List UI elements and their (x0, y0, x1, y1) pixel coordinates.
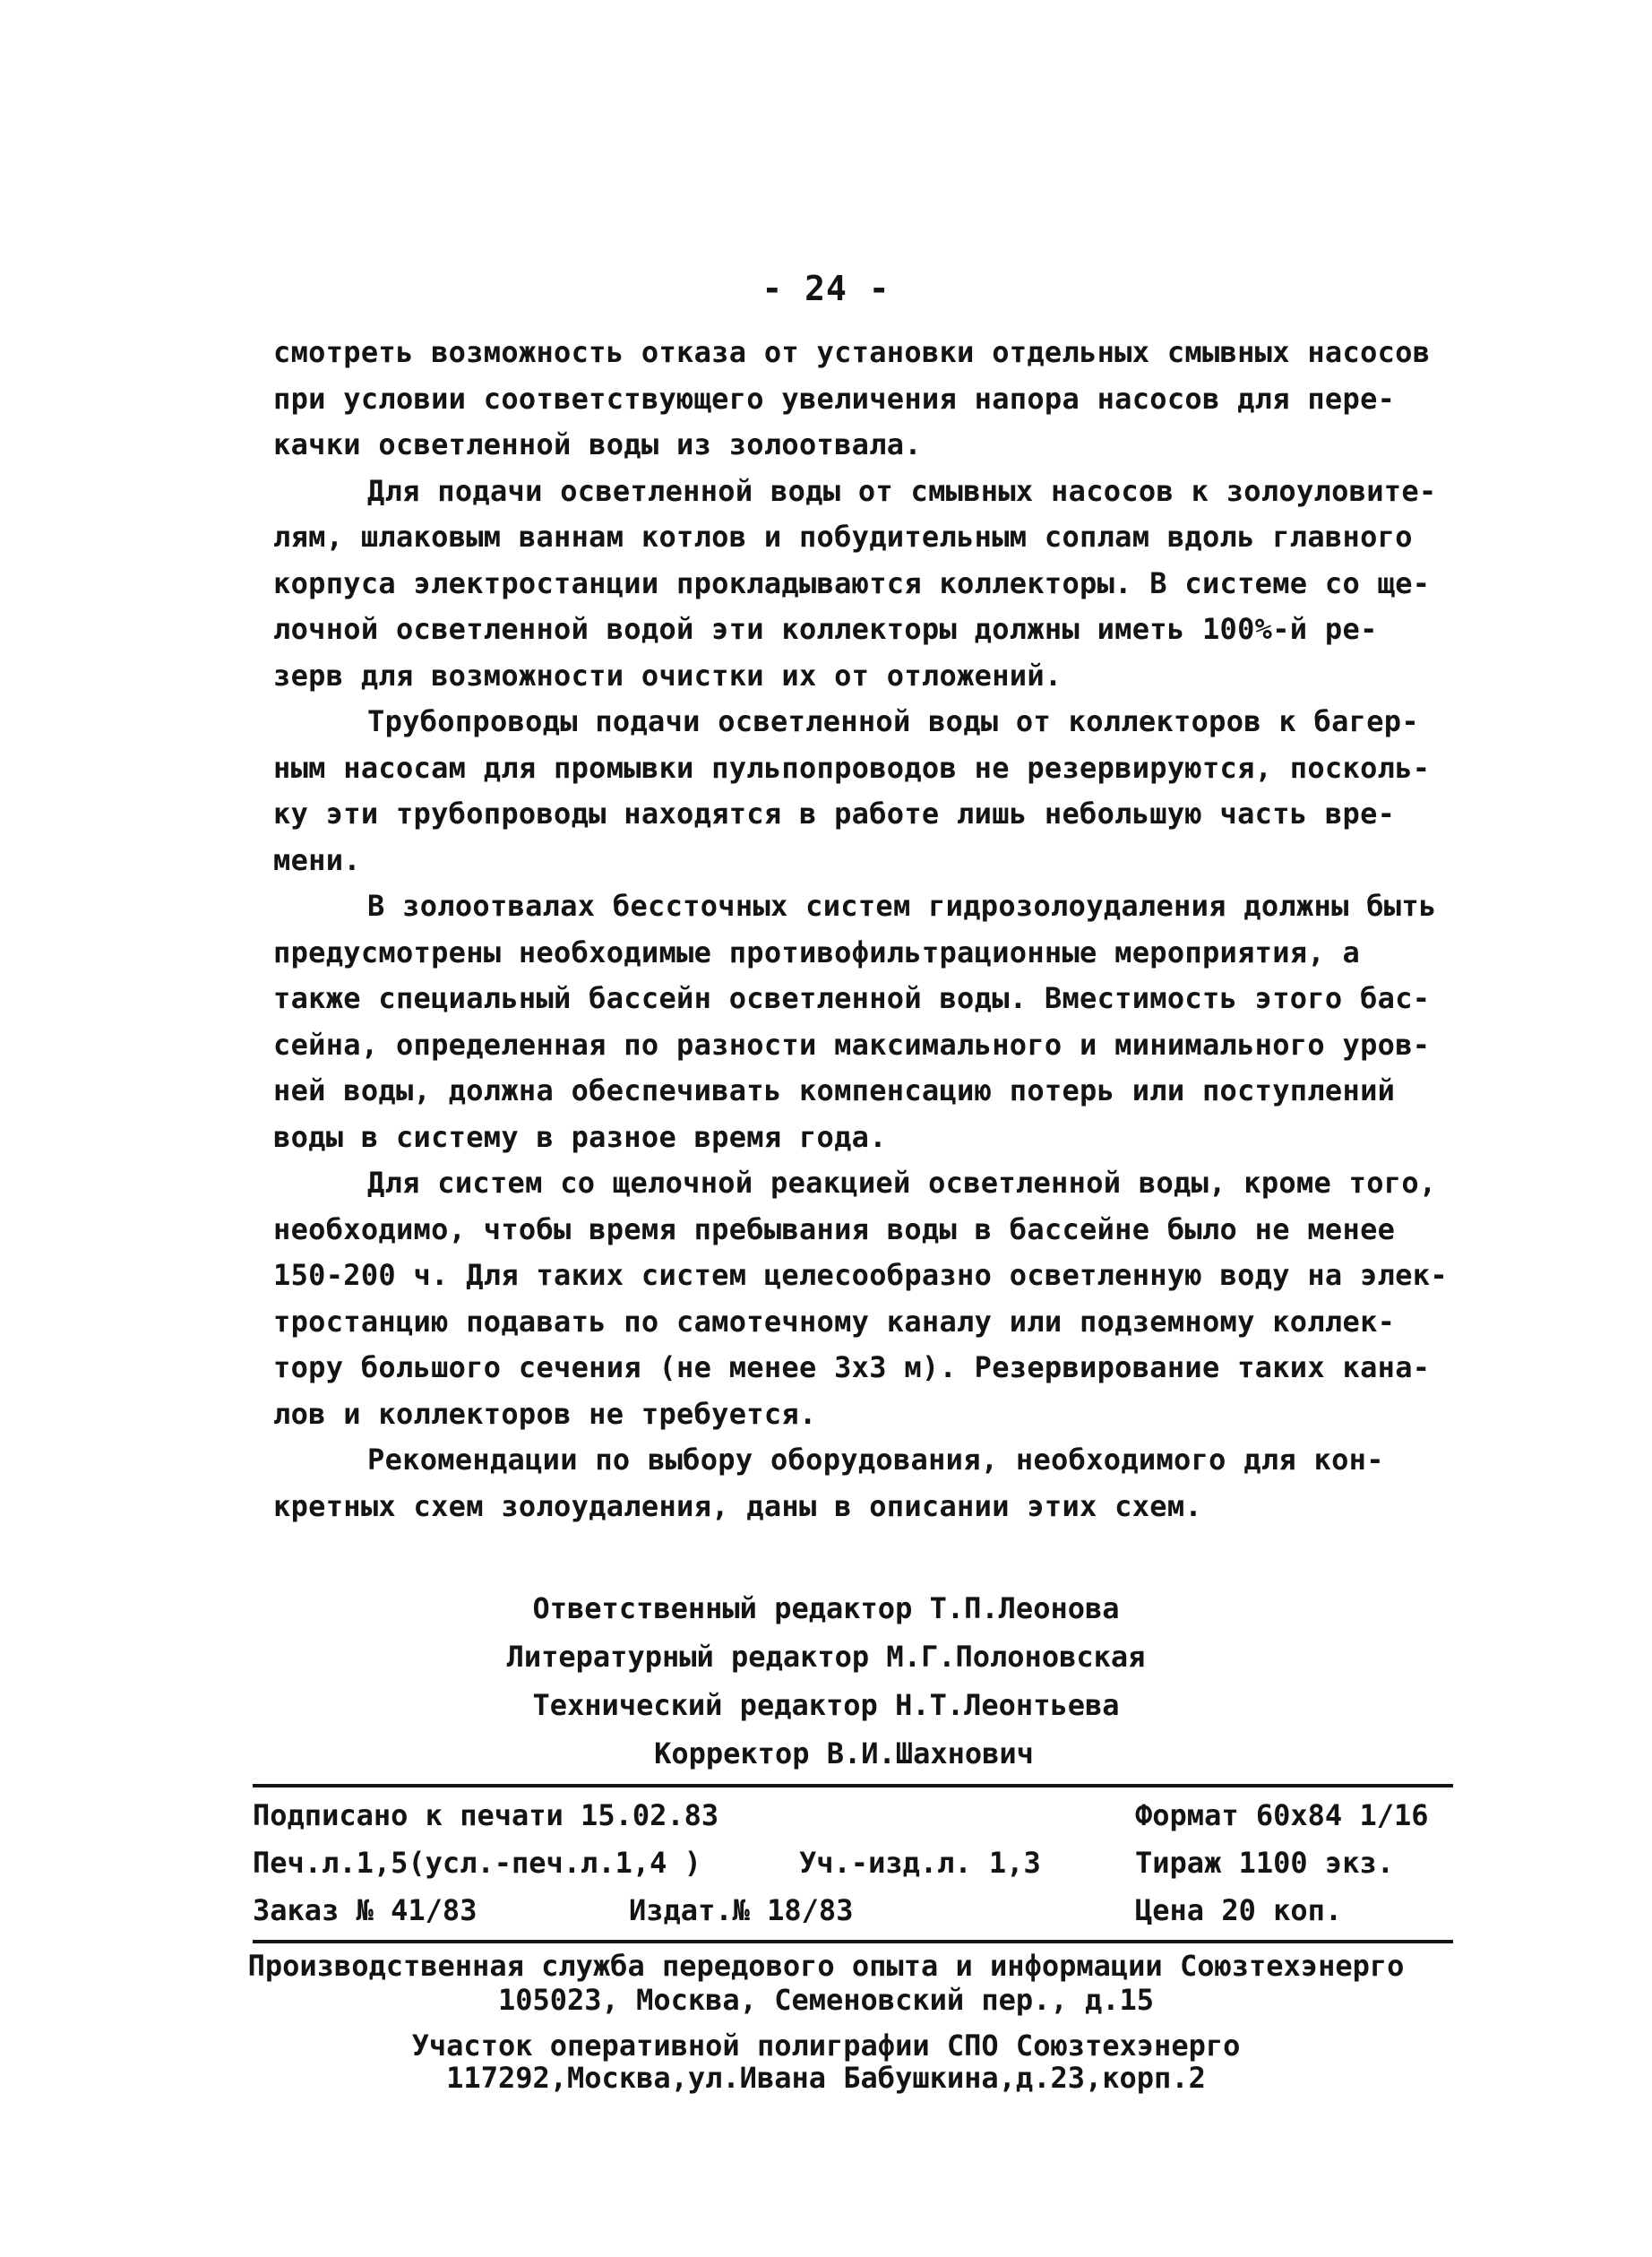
text-line: В золоотвалах бессточных систем гидрозолоудаления должны быть (367, 889, 1437, 923)
imprint-edition-sheets: Уч.-изд.л. 1,3 (799, 1846, 1041, 1880)
imprint-price: Цена 20 коп. (1135, 1893, 1343, 1927)
text-line: 150-200 ч. Для таких систем целесообразно осветленную воду на элек- (273, 1258, 1448, 1292)
text-line: смотреть возможность отказа от установки отдельных смывных насосов (273, 335, 1431, 369)
text-line: кретных схем золоудаления, даны в описании этих схем. (273, 1488, 1202, 1523)
printer-name: Участок оперативной полиграфии СПО Союзтехэнерго (411, 2029, 1241, 2063)
editorial-credits (0, 1584, 1652, 1778)
printer-address: 117292,Москва,ул.Ивана Бабушкина,д.23,корп.2 (446, 2061, 1206, 2095)
text-line: при условии соответствующего увеличения напора насосов для пере- (273, 381, 1396, 416)
text-line: предусмотрены необходимые противофильтрационные мероприятия, а (273, 935, 1361, 969)
text-line: мени. (273, 842, 361, 877)
text-line: необходимо, чтобы время пребывания воды в бассейне было не менее (273, 1211, 1396, 1246)
text-line: зерв для возможности очистки их от отложений. (273, 658, 1063, 693)
imprint-signed: Подписано к печати 15.02.83 (253, 1798, 719, 1832)
publisher-name: Производственная служба передового опыта и информации Союзтехэнерго (247, 1949, 1405, 1983)
imprint-row (253, 1792, 1453, 1839)
imprint-row (253, 1839, 1453, 1887)
text-line: Для подачи осветленной воды от смывных насосов к золоуловите- (367, 473, 1437, 508)
text-line: Рекомендации по выбору оборудования, необходимого для кон- (367, 1443, 1384, 1477)
imprint-run: Тираж 1100 экз. (1135, 1846, 1394, 1880)
text-line: также специальный бассейн осветленной воды. Вместимость этого бас- (273, 981, 1431, 1015)
text-line: воды в систему в разное время года. (273, 1119, 887, 1154)
credit-proofreader: Корректор В.И.Шахнович (654, 1736, 1034, 1770)
text-line: тростанцию подавать по самотечному каналу или подземному коллек- (273, 1304, 1396, 1339)
text-line: корпуса электростанции прокладываются коллекторы. В системе со ще- (273, 565, 1431, 600)
imprint-format: Формат 60х84 1/16 (1135, 1798, 1429, 1832)
text-line: Трубопроводы подачи осветленной воды от коллекторов к багер- (367, 704, 1419, 738)
imprint-block (253, 1792, 1453, 1934)
text-line: сейна, определенная по разности максимального и минимального уров- (273, 1027, 1431, 1062)
text-line: качки осветленной воды из золоотвала. (273, 427, 922, 461)
imprint-sheets: Печ.л.1,5(усл.-печ.л.1,4 ) (253, 1846, 701, 1880)
credit-technical-editor: Технический редактор Н.Т.Леонтьева (532, 1688, 1120, 1722)
imprint-publication: Издат.№ 18/83 (629, 1893, 854, 1927)
imprint-row (253, 1887, 1453, 1934)
credit-responsible-editor: Ответственный редактор Т.П.Леонова (532, 1591, 1120, 1625)
publisher-block (0, 1949, 1652, 2017)
text-line: лов и коллекторов не требуется. (273, 1396, 817, 1431)
divider-bottom (253, 1940, 1453, 1943)
printer-block (0, 2029, 1652, 2094)
text-line: ным насосам для промывки пульпопроводов не резервируются, посколь- (273, 750, 1431, 785)
imprint-order: Заказ № 41/83 (253, 1893, 478, 1927)
body-text (273, 330, 1510, 1529)
text-line: ку эти трубопроводы находятся в работе лишь небольшую часть вре- (273, 797, 1396, 831)
text-line: лочной осветленной водой эти коллекторы должны иметь 100%-й ре- (273, 612, 1378, 646)
text-line: тору большого сечения (не менее 3х3 м). Резервирование таких кана- (273, 1350, 1431, 1384)
text-line: лям, шлаковым ваннам котлов и побудительным соплам вдоль главного (273, 520, 1413, 554)
page-number: - 24 - (761, 269, 891, 308)
divider-top (253, 1784, 1453, 1788)
credit-literary-editor: Литературный редактор М.Г.Полоновская (506, 1640, 1146, 1674)
publisher-address: 105023, Москва, Семеновский пер., д.15 (497, 1983, 1155, 2017)
text-line: Для систем со щелочной реакцией осветленной воды, кроме того, (367, 1166, 1437, 1200)
text-line: ней воды, должна обеспечивать компенсацию потерь или поступлений (273, 1073, 1396, 1107)
